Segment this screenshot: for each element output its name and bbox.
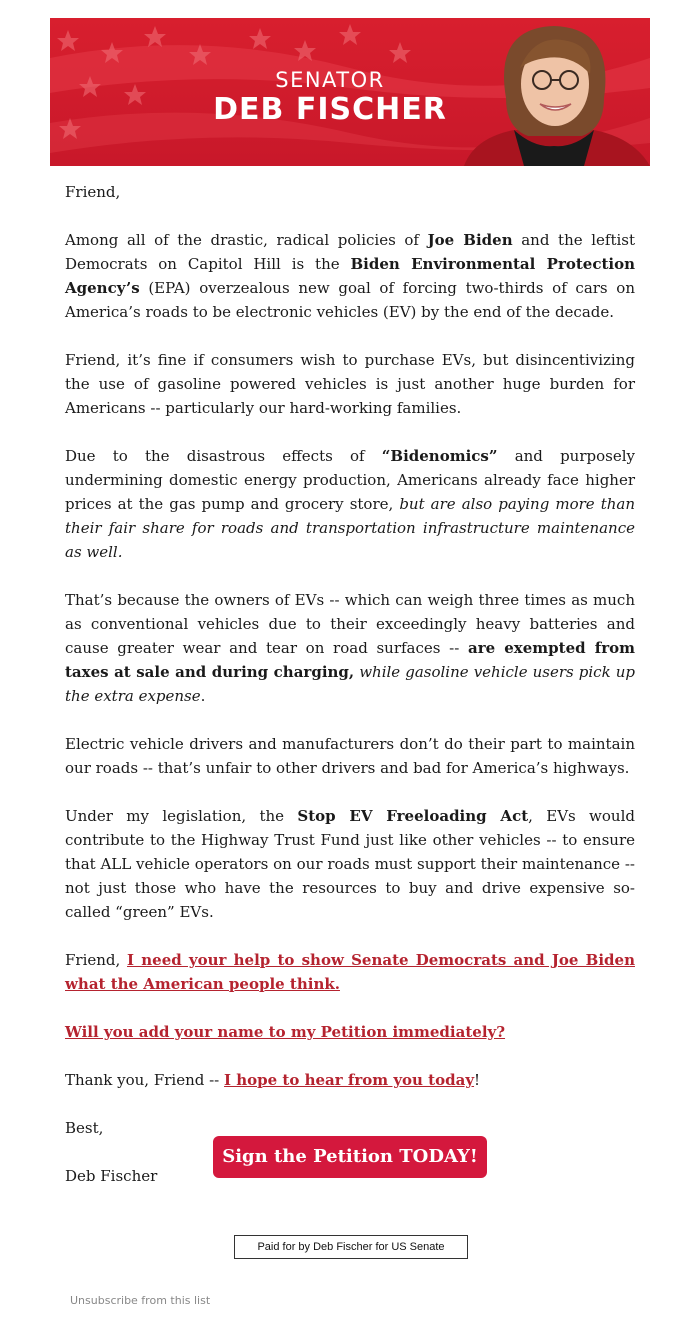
p9-text-a: Thank you, Friend -- (65, 1071, 225, 1089)
email-body (65, 180, 635, 1212)
p3-bold-bidenomics: “Bidenomics” (381, 447, 498, 465)
paragraph-5: Electric vehicle drivers and manufacturers don’t do their part to maintain our roads -- that’s unfair to other drivers and bad for America’s highways. (65, 735, 635, 777)
p4-italic: while gasoline vehicle users pick up the extra expense (65, 663, 635, 705)
banner-title-senator: SENATOR (275, 68, 385, 92)
p7-text-a: Friend, (65, 951, 128, 969)
p6-text-a: Under my legislation, the (65, 807, 298, 825)
paid-for-disclaimer: Paid for by Deb Fischer for US Senate (234, 1235, 468, 1259)
unsubscribe-link[interactable]: Unsubscribe from this list (70, 1294, 211, 1307)
petition-link[interactable]: Will you add your name to my Petition immediately? (65, 1023, 506, 1041)
paragraph-6 (65, 804, 635, 924)
p3-text-c: and purposely undermining domestic energy production, Americans already face higher prices at the gas pump and grocery store, (65, 447, 635, 513)
hear-from-you-link[interactable]: I hope to hear from you today (224, 1071, 475, 1089)
p1-text-a: Among all of the drastic, radical policies of (65, 231, 428, 249)
p1-text-e: (EPA) overzealous new goal of forcing two-thirds of cars on America’s roads to be electronic vehicles (EV) by the end of the decade. (65, 279, 635, 321)
header-banner (50, 18, 650, 166)
p4-bold: are exempted from taxes at sale and during charging, (65, 639, 635, 681)
p6-bold-act: Stop EV Freeloading Act (297, 807, 529, 825)
paragraph-9 (65, 1068, 635, 1092)
paragraph-2: Friend, it’s fine if consumers wish to purchase EVs, but disincentivizing the use of gasoline powered vehicles is just another huge burden for Americans -- particularly our hard-working families. (65, 351, 635, 417)
p4-text-e: . (200, 687, 206, 705)
signature: Deb Fischer (65, 1167, 158, 1185)
p1-text-c: and the leftist Democrats on Capitol Hill is the (65, 231, 635, 273)
p4-text-a: That’s because the owners of EVs -- which can weigh three times as much as conventional vehicles due to their exceedingly heavy batteries and cause greater wear and tear on road surfaces -- (65, 591, 635, 657)
signoff: Best, (65, 1119, 104, 1137)
paragraph-8 (65, 1020, 635, 1044)
greeting: Friend, (65, 183, 121, 201)
senator-portrait (454, 18, 650, 166)
help-link[interactable]: I need your help to show Senate Democrats and Joe Biden what the American people think. (65, 951, 635, 993)
p3-italic: but are also paying more than their fair share for roads and transportation infrastructure maintenance as well. (65, 495, 636, 561)
p9-text-c: ! (474, 1071, 481, 1089)
paragraph-7 (65, 948, 635, 996)
paragraph-4 (65, 588, 635, 708)
banner-title-name: DEB FISCHER (213, 92, 447, 127)
p1-bold-epa: Biden Environmental Protection Agency’s (65, 255, 635, 297)
sign-petition-button[interactable]: Sign the Petition TODAY! (213, 1136, 487, 1178)
paragraph-3 (65, 444, 635, 564)
paragraph-1 (65, 228, 635, 324)
p1-bold-biden: Joe Biden (427, 231, 513, 249)
p3-text-a: Due to the disastrous effects of (65, 447, 382, 465)
p6-text-c: , EVs would contribute to the Highway Trust Fund just like other vehicles -- to ensure that ALL vehicle operators on our roads must support their maintenance -- not just those who have the resources to buy and drive expensive so-called “green” EVs. (65, 807, 635, 921)
